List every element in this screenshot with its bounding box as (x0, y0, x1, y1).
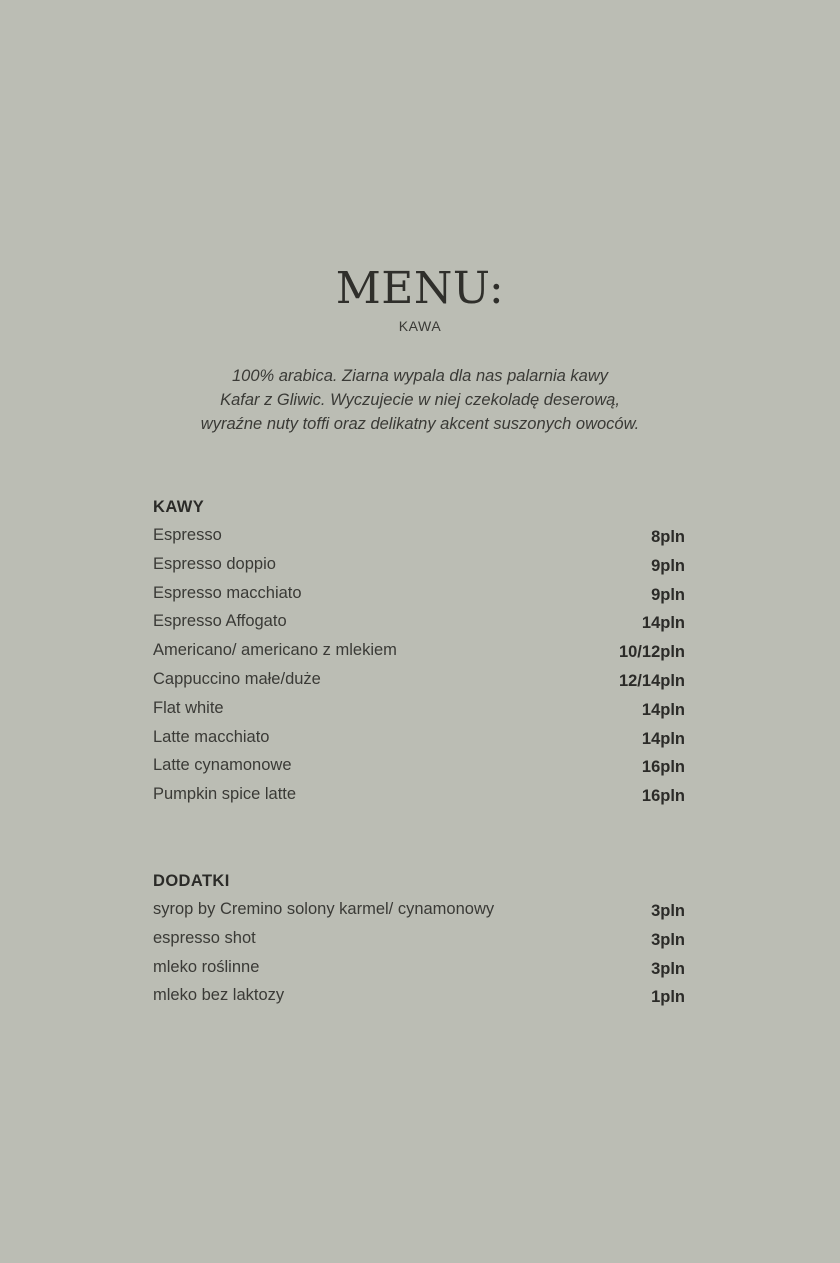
section-heading: DODATKI (153, 872, 230, 890)
item-name: mleko bez laktozy (153, 986, 285, 1005)
menu-item (153, 724, 685, 753)
item-price: 16pln (641, 758, 685, 777)
menu-title: MENU: (335, 263, 505, 314)
menu-item (153, 982, 685, 1011)
menu-item (153, 580, 685, 609)
menu-item (153, 752, 685, 781)
menu-item (153, 551, 685, 580)
item-price: 1pln (651, 988, 685, 1007)
item-price: 14pln (641, 614, 685, 633)
item-name: Cappuccino małe/duże (153, 669, 321, 688)
menu-intro (0, 364, 840, 436)
item-price: 3pln (651, 930, 685, 949)
menu-item (153, 695, 685, 724)
intro-line: wyraźne nuty toffi oraz delikatny akcent suszonych owoców. (200, 415, 640, 433)
item-name: Americano/ americano z mlekiem (153, 641, 397, 660)
section-heading: KAWY (153, 498, 205, 516)
item-price: 14pln (641, 729, 685, 748)
menu-item (153, 637, 685, 666)
intro-line: Kafar z Gliwic. Wyczujecie w niej czekoladę deserową, (220, 391, 620, 409)
section-kawy (153, 496, 685, 810)
menu-item (153, 608, 685, 637)
section-dodatki (153, 870, 685, 1011)
item-name: Espresso Affogato (153, 612, 287, 631)
item-price: 14pln (641, 700, 685, 719)
menu-item (153, 781, 685, 810)
item-price: 8pln (651, 528, 685, 546)
menu-item (153, 896, 685, 925)
menu-item (153, 954, 685, 983)
item-name: syrop by Cremino solony karmel/ cynamonowy (153, 900, 495, 918)
item-name: mleko roślinne (153, 957, 260, 976)
item-price: 9pln (651, 556, 685, 575)
menu-item (153, 925, 685, 954)
item-name: Latte macchiato (153, 727, 270, 746)
item-price: 3pln (651, 959, 685, 978)
item-price: 10/12pln (618, 643, 685, 662)
item-name: Flat white (153, 698, 224, 717)
item-name: espresso shot (153, 928, 256, 947)
item-price: 9pln (651, 585, 685, 604)
item-price: 3pln (651, 902, 685, 920)
item-name: Espresso doppio (153, 554, 276, 573)
item-name: Espresso macchiato (153, 583, 302, 602)
item-price: 12/14pln (618, 671, 685, 690)
menu-item (153, 522, 685, 551)
menu-subtitle: KAWA (398, 318, 442, 334)
item-price: 16pln (641, 787, 685, 806)
item-name: Latte cynamonowe (153, 756, 292, 775)
item-name: Pumpkin spice latte (153, 785, 297, 804)
menu-item (153, 666, 685, 695)
item-name: Espresso (153, 526, 222, 544)
intro-line: 100% arabica. Ziarna wypala dla nas palarnia kawy (231, 367, 609, 385)
